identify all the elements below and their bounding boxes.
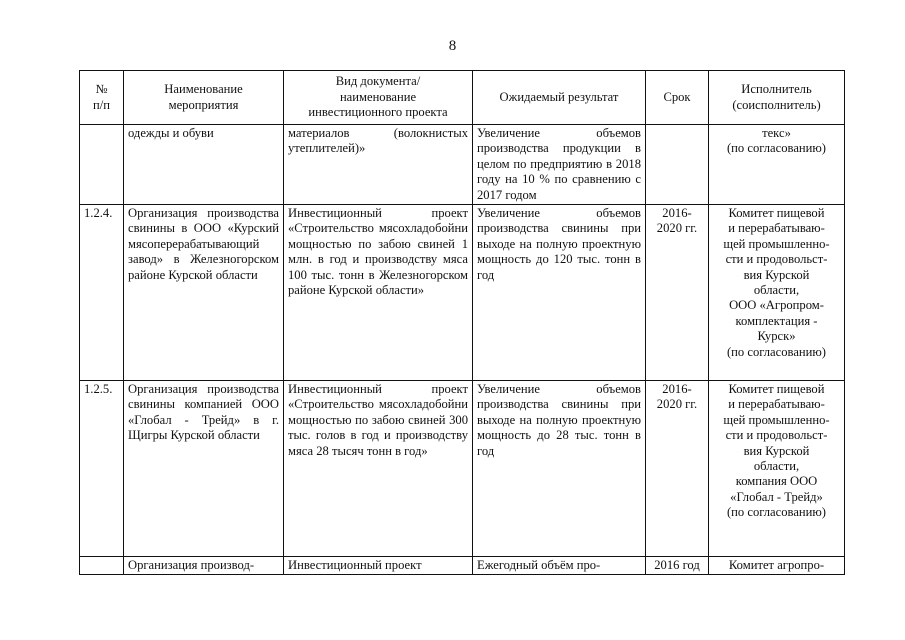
plan-table [79,70,845,575]
cell-term: 2016 год [646,557,709,575]
header-result: Ожидаемый результат [473,71,646,125]
header-row [80,71,845,125]
header-no: № п/п [80,71,124,125]
table-row [80,557,845,575]
cell-term [646,125,709,205]
cell-result: Увеличение объемов производства продукции в целом по предприятию в 2018 году на 10 % по сравнению с 2017 годом [473,125,646,205]
cell-no: 1.2.4. [80,205,124,381]
cell-name: Организация производства свинины в ООО «Курский мясоперерабатывающий завод» в Железногорском районе Курской области [124,205,284,381]
cell-doc: Инвестиционный проект «Строительство мясохладобойни мощностью по забою свиней 1 млн. в год и производству мяса 100 тыс. тонн в Железногорском районе Курской области» [284,205,473,381]
cell-executor: Комитет пищевой и перерабатываю- щей промышленно- сти и продовольст- вия Курской области, компания ООО «Глобал - Трейд» (по согласованию) [709,381,845,557]
table-row [80,381,845,557]
cell-no: 1.2.5. [80,381,124,557]
table-row [80,205,845,381]
header-executor: Исполнитель (соисполнитель) [709,71,845,125]
cell-executor: Комитет пищевой и перерабатываю- щей промышленно- сти и продовольст- вия Курской области, ООО «Агропром- комплектация - Курск» (по согласованию) [709,205,845,381]
table-row [80,125,845,205]
cell-result: Увеличение объемов производства свинины при выходе на полную проектную мощность до 28 тыс. тонн в год [473,381,646,557]
cell-doc: Инвестиционный проект «Строительство мясохладобойни мощностью по забою свиней 300 тыс. голов в год и производству мяса 28 тысяч тонн в год» [284,381,473,557]
cell-no [80,557,124,575]
cell-doc: материалов (волокнистых утеплителей)» [284,125,473,205]
header-term: Срок [646,71,709,125]
page-number: 8 [448,38,457,54]
cell-name: Организация производ- [124,557,284,575]
cell-result: Ежегодный объём про- [473,557,646,575]
cell-doc: Инвестиционный проект [284,557,473,575]
cell-result: Увеличение объемов производства свинины при выходе на полную проектную мощность до 120 тыс. тонн в год [473,205,646,381]
header-name: Наименование мероприятия [124,71,284,125]
cell-no [80,125,124,205]
cell-name: одежды и обуви [124,125,284,205]
cell-term: 2016-2020 гг. [646,381,709,557]
cell-name: Организация производства свинины компанией ООО «Глобал - Трейд» в г. Щигры Курской области [124,381,284,557]
cell-executor: текс» (по согласованию) [709,125,845,205]
cell-executor: Комитет агропро- [709,557,845,575]
cell-term: 2016-2020 гг. [646,205,709,381]
header-doc: Вид документа/ наименование инвестиционного проекта [284,71,473,125]
